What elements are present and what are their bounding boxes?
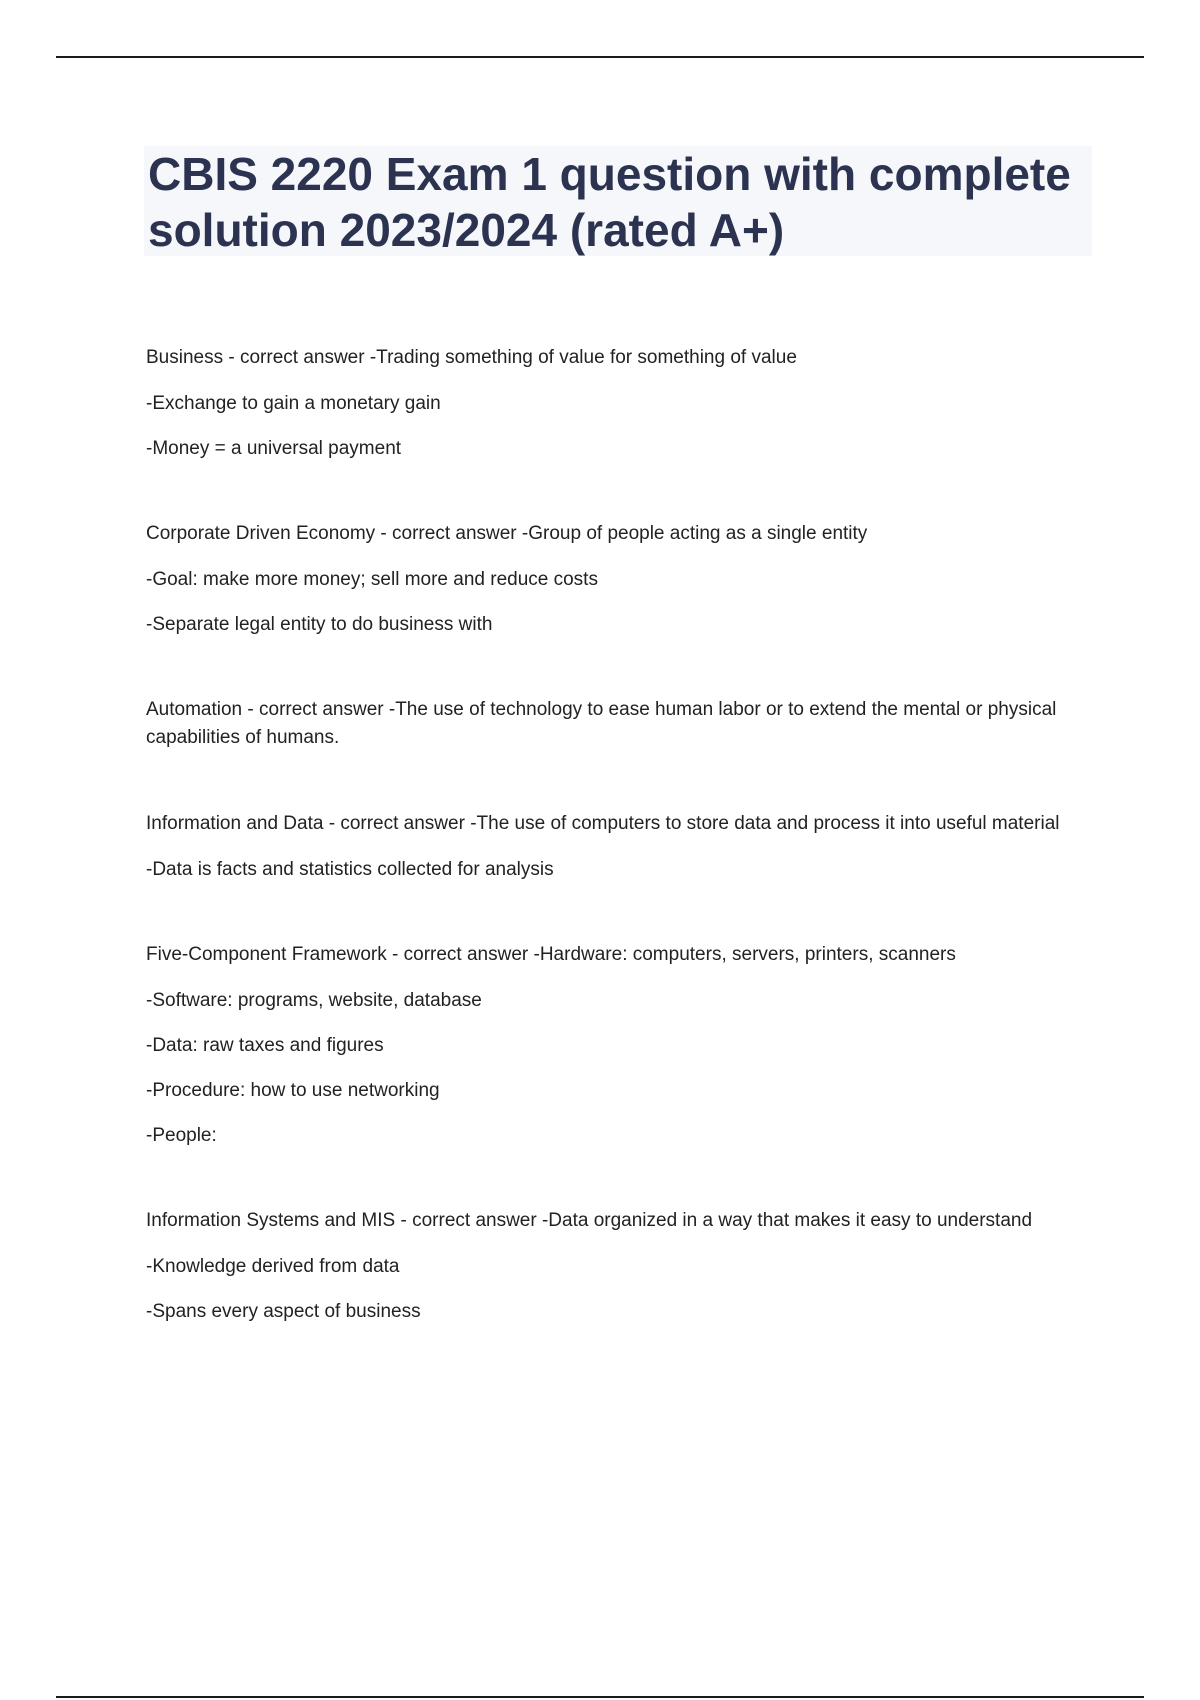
entry-line: Five-Component Framework - correct answer -Hardware: computers, servers, printers, scanners [146, 944, 956, 965]
entry-line: Business - correct answer -Trading something of value for something of value [146, 347, 797, 368]
entry-line: -Software: programs, website, database [146, 990, 482, 1011]
entry-line: Information Systems and MIS - correct answer -Data organized in a way that makes it easy to understand [146, 1210, 1033, 1231]
entry-corporate-driven-economy [146, 520, 1086, 638]
entry-line: -Exchange to gain a monetary gain [146, 393, 441, 414]
bottom-rule [56, 1696, 1144, 1698]
entry-business [146, 344, 1086, 462]
entry-line: -Money = a universal payment [146, 438, 402, 459]
entry-line: -Spans every aspect of business [146, 1301, 421, 1322]
entry-five-component-framework [146, 941, 1086, 1149]
entry-line: -Data: raw taxes and figures [146, 1035, 384, 1056]
entry-line: -Procedure: how to use networking [146, 1080, 440, 1101]
entry-information-systems-and-mis [146, 1207, 1086, 1325]
document-title: CBIS 2220 Exam 1 question with complete solution 2023/2024 (rated A+) [148, 148, 1071, 256]
entry-line: -Goal: make more money; sell more and reduce costs [146, 569, 598, 590]
title-block [144, 146, 1092, 256]
entry-line: Corporate Driven Economy - correct answer -Group of people acting as a single entity [146, 523, 868, 544]
entry-line: -Data is facts and statistics collected for analysis [146, 859, 554, 880]
entry-information-and-data [146, 810, 1086, 883]
entry-line: -Knowledge derived from data [146, 1256, 400, 1277]
entry-line: Automation - correct answer -The use of technology to ease human labor or to extend the mental or physical capabilities of humans. [146, 699, 1057, 748]
top-rule [56, 56, 1144, 58]
entry-line: -People: [146, 1125, 217, 1146]
entry-line: Information and Data - correct answer -The use of computers to store data and process it into useful material [146, 813, 1060, 834]
document-body [146, 344, 1086, 1383]
entry-automation [146, 696, 1086, 752]
entry-line: -Separate legal entity to do business with [146, 614, 493, 635]
